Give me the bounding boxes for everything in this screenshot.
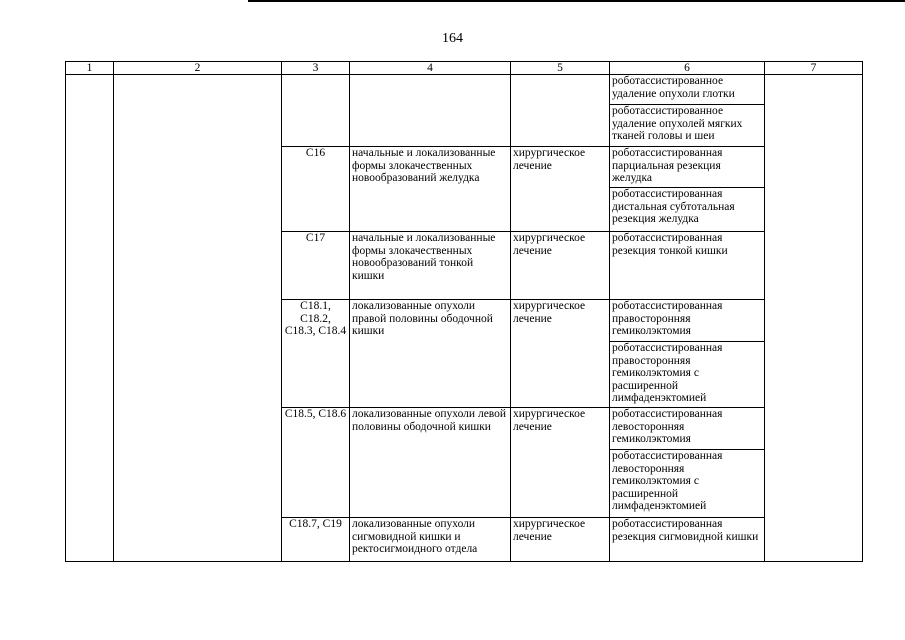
code-cell: C17 [282,232,350,300]
table-row [66,75,863,105]
column-header: 2 [114,62,282,75]
col2-cell [114,75,282,562]
diagnosis-cell: начальные и локализованные формы злокачественных новообразований тонкой кишки [350,232,511,300]
method-cell: роботассистированная левосторонняя гемиколэктомия с расширенной лимфаденэктомией [610,450,765,518]
column-header: 3 [282,62,350,75]
diagnosis-cell: локализованные опухоли сигмовидной кишки и ректосигмоидного отдела [350,518,511,562]
page-number: 164 [442,31,463,46]
column-header: 6 [610,62,765,75]
code-cell [282,75,350,147]
top-border-line [248,0,905,2]
treatment-cell: хирургическое лечение [511,300,610,408]
treatment-cell: хирургическое лечение [511,147,610,232]
treatment-cell: хирургическое лечение [511,408,610,518]
col1-cell [66,75,114,562]
method-cell: роботассистированная парциальная резекция желудка [610,147,765,188]
code-cell: C18.1, C18.2, C18.3, C18.4 [282,300,350,408]
method-cell: роботассистированная дистальная субтотальная резекция желудка [610,188,765,232]
code-cell: C16 [282,147,350,232]
diagnosis-cell: локализованные опухоли левой половины ободочной кишки [350,408,511,518]
diagnosis-cell: начальные и локализованные формы злокачественных новообразований желудка [350,147,511,232]
method-cell: роботассистированная резекция сигмовидной кишки [610,518,765,562]
column-header: 7 [765,62,863,75]
method-cell: роботассистированное удаление опухоли глотки [610,75,765,105]
method-cell: роботассистированная левосторонняя гемиколэктомия [610,408,765,450]
diagnosis-cell [350,75,511,147]
method-cell: роботассистированное удаление опухолей мягких тканей головы и шеи [610,105,765,147]
code-cell: C18.5, C18.6 [282,408,350,518]
procedures-table [65,61,863,562]
method-cell: роботассистированная резекция тонкой кишки [610,232,765,300]
col7-cell [765,75,863,562]
column-header: 1 [66,62,114,75]
treatment-cell [511,75,610,147]
treatment-cell: хирургическое лечение [511,518,610,562]
method-cell: роботассистированная правосторонняя гемиколэктомия с расширенной лимфаденэктомией [610,342,765,408]
column-header: 4 [350,62,511,75]
header-row [66,62,863,75]
treatment-cell: хирургическое лечение [511,232,610,300]
code-cell: C18.7, C19 [282,518,350,562]
diagnosis-cell: локализованные опухоли правой половины ободочной кишки [350,300,511,408]
method-cell: роботассистированная правосторонняя гемиколэктомия [610,300,765,342]
column-header: 5 [511,62,610,75]
